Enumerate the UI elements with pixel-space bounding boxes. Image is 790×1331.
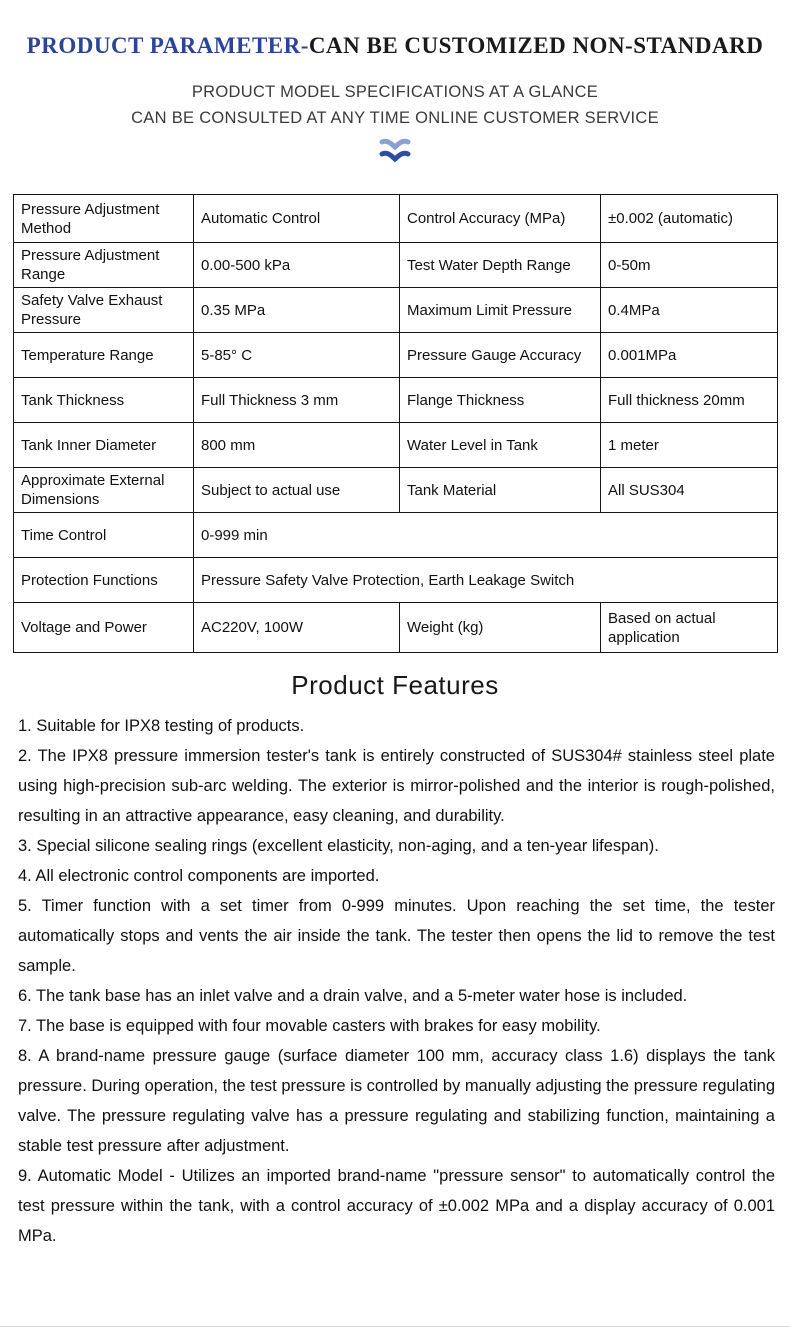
list-item: 3. Special silicone sealing rings (excellent elasticity, non-aging, and a ten-year lifespan). [18, 837, 659, 855]
spec-value-cell: Full Thickness 3 mm [194, 378, 400, 423]
table-row [14, 195, 778, 243]
features-heading: Product Features [291, 670, 499, 700]
list-item: 5. Timer function with a set timer from 0-999 minutes. Upon reaching the set time, the tester automatically stops and vents the air inside the tank. The tester then opens the lid to remove the test sample. [18, 897, 775, 975]
spec-value-cell: Subject to actual use [194, 468, 400, 513]
spec-label-cell: Flange Thickness [400, 378, 601, 423]
table-row [14, 513, 778, 558]
footer-divider [0, 1326, 790, 1327]
list-item: 7. The base is equipped with four movable casters with brakes for easy mobility. [18, 1017, 601, 1035]
table-row [14, 243, 778, 288]
spec-value-cell: All SUS304 [601, 468, 778, 513]
double-chevron-down-icon [0, 138, 790, 168]
spec-label-cell: Pressure Adjustment Range [14, 243, 194, 288]
spec-value-cell: 0-50m [601, 243, 778, 288]
spec-label-cell: Safety Valve Exhaust Pressure [14, 288, 194, 333]
spec-label-cell: Control Accuracy (MPa) [400, 195, 601, 243]
table-row [14, 378, 778, 423]
spec-value-cell: 5-85° C [194, 333, 400, 378]
spec-value-cell: 0.00-500 kPa [194, 243, 400, 288]
spec-label-cell: Weight (kg) [400, 603, 601, 653]
spec-label-cell: Voltage and Power [14, 603, 194, 653]
list-item: 4. All electronic control components are imported. [18, 867, 380, 885]
spec-label-cell: Approximate External Dimensions [14, 468, 194, 513]
spec-value-cell: Automatic Control [194, 195, 400, 243]
table-row [14, 288, 778, 333]
spec-label-cell: Time Control [14, 513, 194, 558]
spec-value-cell: Full thickness 20mm [601, 378, 778, 423]
spec-label-cell: Pressure Gauge Accuracy [400, 333, 601, 378]
spec-value-cell: Based on actual application [601, 603, 778, 653]
spec-label-cell: Tank Inner Diameter [14, 423, 194, 468]
spec-label-cell: Maximum Limit Pressure [400, 288, 601, 333]
spec-value-cell: 0.4MPa [601, 288, 778, 333]
page-title-rest: CAN BE CUSTOMIZED NON-STANDARD [308, 33, 764, 58]
spec-value-cell: AC220V, 100W [194, 603, 400, 653]
page-subtitle [0, 79, 790, 131]
list-item: 8. A brand-name pressure gauge (surface diameter 100 mm, accuracy class 1.6) displays the tank pressure. During operation, the test pressure is controlled by manually adjusting the pressure regulating valve. The pressure regulating valve has a pressure regulating and stabilizing function, maintaining a stable test pressure after adjustment. [18, 1047, 775, 1155]
subtitle-line-2: CAN BE CONSULTED AT ANY TIME ONLINE CUSTOMER SERVICE [131, 109, 659, 127]
spec-value-cell: 0.001MPa [601, 333, 778, 378]
page-title-highlight: PRODUCT PARAMETER- [26, 33, 309, 58]
list-item: 2. The IPX8 pressure immersion tester's tank is entirely constructed of SUS304# stainless steel plate using high-precision sub-arc welding. The exterior is mirror-polished and the interior is rough-polished, resulting in an attractive appearance, easy cleaning, and durability. [18, 747, 775, 825]
table-row [14, 603, 778, 653]
spec-label-cell: Tank Material [400, 468, 601, 513]
subtitle-line-1: PRODUCT MODEL SPECIFICATIONS AT A GLANCE [191, 83, 599, 101]
list-item: 9. Automatic Model - Utilizes an imported brand-name "pressure sensor" to automatically control the test pressure within the tank, with a control accuracy of ±0.002 MPa and a display accuracy of 0.001 MPa. [18, 1167, 775, 1245]
list-item: 1. Suitable for IPX8 testing of products. [18, 717, 305, 735]
table-row [14, 558, 778, 603]
table-row [14, 423, 778, 468]
page-header [0, 0, 790, 168]
page-title [0, 33, 790, 59]
spec-table [13, 194, 778, 653]
spec-value-cell: ±0.002 (automatic) [601, 195, 778, 243]
spec-value-cell: 0-999 min [194, 513, 778, 558]
spec-label-cell: Pressure Adjustment Method [14, 195, 194, 243]
spec-label-cell: Water Level in Tank [400, 423, 601, 468]
table-row [14, 468, 778, 513]
spec-value-cell: Pressure Safety Valve Protection, Earth Leakage Switch [194, 558, 778, 603]
spec-label-cell: Tank Thickness [14, 378, 194, 423]
spec-value-cell: 0.35 MPa [194, 288, 400, 333]
spec-label-cell: Test Water Depth Range [400, 243, 601, 288]
features-list [18, 711, 775, 1251]
spec-label-cell: Temperature Range [14, 333, 194, 378]
table-row [14, 333, 778, 378]
list-item: 6. The tank base has an inlet valve and a drain valve, and a 5-meter water hose is included. [18, 987, 688, 1005]
spec-value-cell: 1 meter [601, 423, 778, 468]
spec-value-cell: 800 mm [194, 423, 400, 468]
spec-label-cell: Protection Functions [14, 558, 194, 603]
